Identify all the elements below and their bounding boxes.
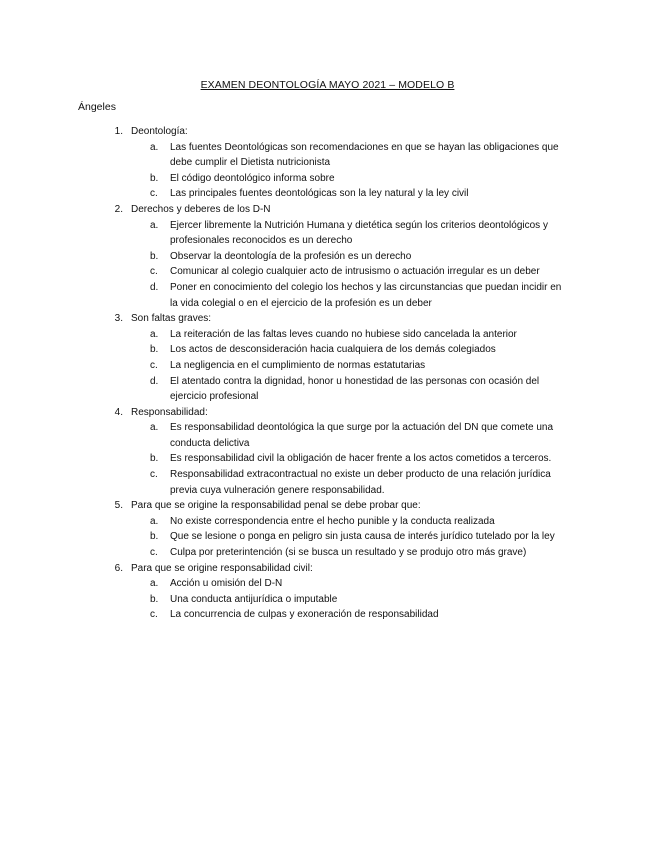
option-text: Que se lesione o ponga en peligro sin justa causa de interés jurídico tutelado por la ley [170,531,555,543]
question-heading [0,498,655,514]
option-letter: a. [150,515,159,527]
question-item [0,498,655,560]
option-list [0,420,655,498]
question-heading [0,405,655,421]
option-letter: d. [150,281,159,293]
option-letter: c. [150,266,158,278]
option-list [0,140,655,202]
option-letter: c. [150,469,158,481]
option-item [0,374,655,405]
option-letter: b. [150,531,159,543]
option-item [0,607,655,623]
question-number: 1. [114,126,123,137]
option-list [0,218,655,312]
question-heading [0,561,655,577]
option-text: Culpa por preterintención (si se busca un resultado y se produjo otro más grave) [170,547,527,559]
option-item [0,264,655,280]
option-letter: b. [150,453,159,465]
option-list [0,327,655,405]
option-item [0,342,655,358]
question-item [0,311,655,405]
question-list [0,124,655,623]
question-heading [0,311,655,327]
question-heading [0,202,655,218]
option-item [0,514,655,530]
option-letter: b. [150,593,159,605]
option-item [0,451,655,467]
question-number: 5. [114,500,123,512]
option-item [0,467,655,498]
option-item [0,249,655,265]
author-name: Ángeles [78,101,116,113]
option-list [0,514,655,561]
option-letter: a. [150,219,159,231]
option-item [0,592,655,608]
option-letter: a. [150,422,159,434]
option-text: Comunicar al colegio cualquier acto de intrusismo o actuación irregular es un deber [170,266,540,278]
option-item [0,576,655,592]
option-text: La concurrencia de culpas y exoneración de responsabilidad [170,609,439,621]
question-heading [0,124,655,140]
option-letter: d. [150,375,159,387]
question-number: 6. [114,562,123,574]
question-text: Derechos y deberes de los D-N [131,203,271,215]
option-letter: b. [150,172,159,184]
option-text: Acción u omisión del D-N [170,578,283,590]
option-item [0,171,655,187]
option-letter: a. [150,328,159,340]
question-text: Deontología: [131,126,188,137]
question-text: Responsabilidad: [131,406,208,418]
option-item [0,545,655,561]
option-letter: c. [150,547,158,559]
option-text: El código deontológico informa sobre [170,172,335,184]
option-letter: c. [150,188,158,200]
question-item [0,202,655,311]
option-text: Las principales fuentes deontológicas son la ley natural y la ley civil [170,188,469,200]
option-text: Responsabilidad extracontractual no existe un deber producto de una relación jurídica previa cuya vulneración genere responsabilidad. [170,469,551,496]
option-letter: b. [150,250,159,262]
option-text: Ejercer libremente la Nutrición Humana y dietética según los criterios deontológicos y profesionales reconocidos es un derecho [170,219,548,247]
question-text: Para que se origine responsabilidad civil: [131,562,313,574]
option-item [0,280,655,311]
question-number: 2. [114,203,123,215]
option-text: No existe correspondencia entre el hecho punible y la conducta realizada [170,515,495,527]
question-text: Son faltas graves: [131,313,212,325]
option-text: La negligencia en el cumplimiento de normas estatutarias [170,359,426,371]
document-title: EXAMEN DEONTOLOGÍA MAYO 2021 – MODELO B [200,79,455,91]
option-item [0,218,655,249]
option-text: Es responsabilidad civil la obligación de hacer frente a los actos cometidos a terceros. [170,453,552,465]
option-text: Poner en conocimiento del colegio los hechos y las circunstancias que puedan incidir en la vida colegial o en el ejercicio de la profesión es un deber [170,281,562,309]
option-item [0,186,655,202]
question-number: 4. [114,406,123,418]
option-item [0,140,655,171]
question-text: Para que se origine la responsabilidad penal se debe probar que: [131,500,421,512]
option-text: Los actos de desconsideración hacia cualquiera de los demás colegiados [170,344,496,356]
question-item [0,405,655,499]
option-item [0,420,655,451]
option-text: Es responsabilidad deontológica la que surge por la actuación del DN que comete una conducta delictiva [170,422,554,449]
option-text: La reiteración de las faltas leves cuando no hubiese sido cancelada la anterior [170,328,517,340]
option-item [0,529,655,545]
option-text: Las fuentes Deontológicas son recomendaciones en que se hayan las obligaciones que debe cumplir el Dietista nutricionista [170,141,559,169]
question-number: 3. [114,313,123,325]
option-letter: c. [150,609,158,621]
option-text: Una conducta antijurídica o imputable [170,593,338,605]
option-letter: b. [150,344,159,356]
option-text: El atentado contra la dignidad, honor u honestidad de las personas con ocasión del ejercicio profesional [170,375,540,403]
option-list [0,576,655,623]
question-item [0,124,655,202]
option-letter: a. [150,578,159,590]
option-text: Observar la deontología de la profesión es un derecho [170,250,412,262]
option-letter: c. [150,359,158,371]
option-item [0,327,655,343]
option-letter: a. [150,141,159,153]
option-item [0,358,655,374]
question-item [0,561,655,623]
